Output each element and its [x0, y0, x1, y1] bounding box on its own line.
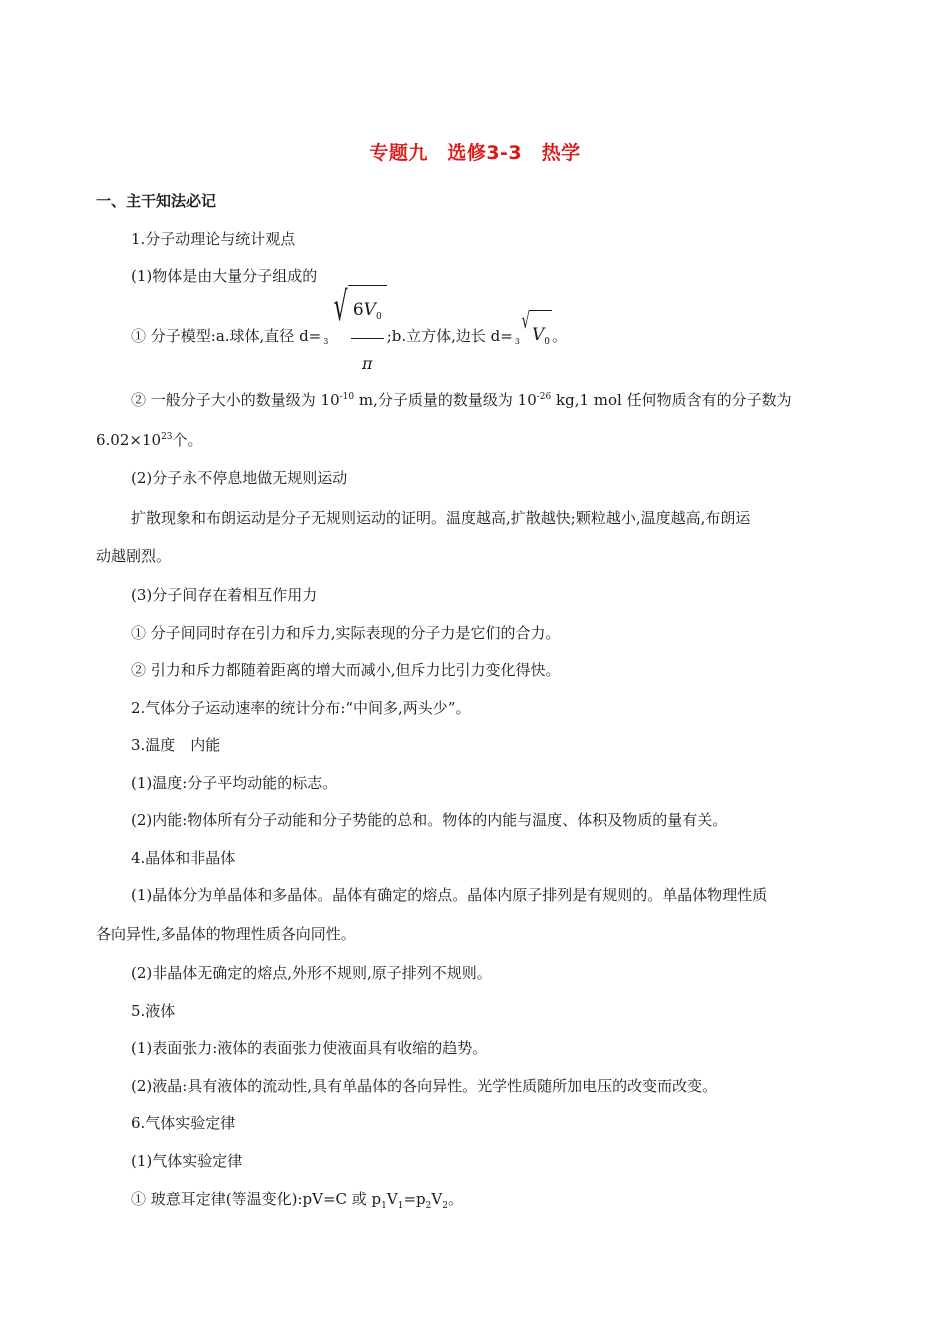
line-23: 6.气体实验定律: [131, 1114, 236, 1132]
text-segment: m,分子质量的数量级为 10: [354, 391, 537, 409]
text-segment: kg,1 mol 任何物质含有的分子数为: [551, 391, 792, 409]
cube-edge-formula: [513, 310, 552, 362]
line-2: (1)物体是由大量分子组成的: [131, 267, 318, 285]
fraction-denominator: π: [362, 353, 373, 373]
subscript: 2: [425, 1201, 432, 1211]
line-21: (1)表面张力:液体的表面张力使液面具有收缩的趋势。: [131, 1039, 488, 1057]
radicand: [530, 310, 552, 362]
text-segment: V: [386, 1190, 398, 1208]
line-boyle-law: [131, 1189, 463, 1209]
line-18: 各向异性,多晶体的物理性质各向同性。: [96, 925, 356, 943]
line-6: (2)分子永不停息地做无规则运动: [131, 469, 348, 487]
radical-sign: √: [521, 309, 530, 334]
cube-root: [520, 310, 552, 362]
numerator-coefficient: 6: [352, 299, 364, 320]
volume-symbol: V: [531, 325, 545, 345]
exponent: 23: [161, 432, 173, 442]
line-8: 动越剧烈。: [96, 547, 172, 565]
line-22: (2)液晶:具有液体的流动性,具有单晶体的各向异性。光学性质随所加电压的改变而改变。: [131, 1077, 718, 1095]
line-12: 2.气体分子运动速率的统计分布:“中间多,两头少”。: [131, 699, 471, 717]
line-7: 扩散现象和布朗运动是分子无规则运动的证明。温度越高,扩散越快;颗粒越小,温度越高,布朗运: [131, 509, 751, 527]
radical-sign: √: [333, 283, 348, 330]
text-segment: ① 玻意耳定律(等温变化):pV=C 或 p: [131, 1190, 382, 1208]
line-molecule-model: [131, 283, 567, 373]
text-segment: 6.02×10: [96, 431, 162, 449]
line-avogadro: [96, 430, 203, 450]
subscript: 0: [375, 311, 382, 322]
page-title: 专题九 选修3-3 热学: [369, 142, 581, 164]
text-segment: V: [431, 1190, 443, 1208]
line-11: ② 引力和斥力都随着距离的增大而减小,但斥力比引力变化得快。: [131, 661, 561, 679]
line-13: 3.温度 内能: [131, 736, 221, 754]
subscript: 1: [381, 1201, 387, 1211]
exponent: -26: [536, 392, 552, 402]
line-9: (3)分子间存在着相互作用力: [131, 586, 318, 604]
cube-root: [328, 285, 386, 388]
text-segment: ② 一般分子大小的数量级为 10: [131, 391, 340, 409]
text-segment: ;b.立方体,边长 d=: [386, 327, 513, 345]
text-segment: =p: [403, 1190, 426, 1208]
subscript: 2: [442, 1201, 448, 1211]
volume-symbol: V: [363, 299, 376, 320]
line-14: (1)温度:分子平均动能的标志。: [131, 774, 338, 792]
line-1: 1.分子动理论与统计观点: [131, 230, 296, 248]
line-24: (1)气体实验定律: [131, 1152, 243, 1170]
root-index: 3: [514, 337, 520, 346]
section-heading: 一、主干知法必记: [96, 192, 217, 210]
line-15: (2)内能:物体所有分子动能和分子势能的总和。物体的内能与温度、体积及物质的量有关。: [131, 811, 728, 829]
fraction-numerator: [351, 286, 384, 339]
text-segment: 个。: [172, 431, 203, 449]
subscript: 1: [397, 1201, 404, 1211]
line-20: 5.液体: [131, 1002, 176, 1020]
text-segment: 。: [447, 1190, 463, 1208]
sphere-diameter-formula: [321, 285, 386, 388]
line-19: (2)非晶体无确定的熔点,外形不规则,原子排列不规则。: [131, 964, 492, 982]
line-17: (1)晶体分为单晶体和多晶体。晶体有确定的熔点。晶体内原子排列是有规则的。单晶体物理性质: [131, 886, 768, 904]
line-16: 4.晶体和非晶体: [131, 849, 236, 867]
exponent: -10: [339, 392, 355, 402]
line-molecule-size: [131, 390, 792, 410]
radicand: [348, 285, 387, 388]
line-10: ① 分子间同时存在引力和斥力,实际表现的分子力是它们的合力。: [131, 624, 561, 642]
root-index: 3: [323, 337, 329, 346]
text-segment: ① 分子模型:a.球体,直径 d=: [131, 327, 322, 345]
text-segment: 。: [551, 327, 567, 345]
subscript: 0: [544, 337, 550, 347]
